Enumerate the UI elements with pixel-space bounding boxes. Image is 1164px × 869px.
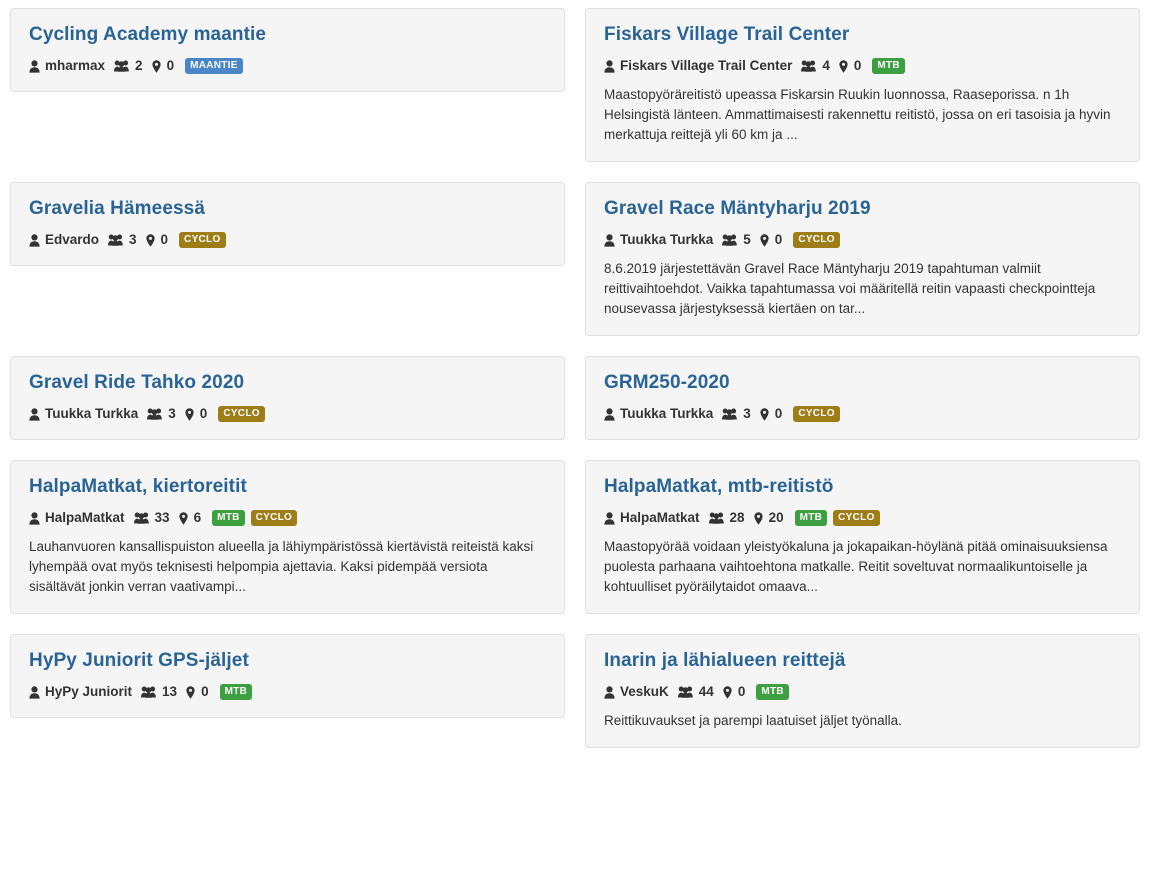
- card-author: HyPy Juniorit: [45, 684, 133, 699]
- map-marker-icon: [723, 686, 732, 699]
- card-meta: [29, 683, 546, 701]
- route-count: 4: [822, 58, 830, 73]
- route-count: 3: [743, 406, 751, 421]
- group-icon: [722, 408, 737, 420]
- route-count-stat: [678, 683, 714, 701]
- place-count: 0: [853, 58, 862, 73]
- map-marker-icon: [146, 234, 155, 247]
- card-badges: [872, 58, 905, 74]
- group-icon: [678, 686, 693, 698]
- badge-mtb: MTB: [795, 510, 828, 526]
- route-count: 13: [162, 684, 178, 699]
- route-count: 2: [135, 58, 143, 73]
- card-author: VeskuK: [620, 684, 669, 699]
- card-description: Maastopyörää voidaan yleistyökaluna ja jokapaikan-höylänä pitää ominaisuuksiensa puolesta parhaana vaihtoehtona matkalle. Reitit soveltuvat normaalikuntoiselle ja kohtuulliset pyöräilytaidot omaava...: [604, 539, 1108, 594]
- card-meta: [29, 509, 546, 527]
- card-meta: [604, 405, 1121, 423]
- route-collection-card[interactable]: [585, 356, 1140, 440]
- place-count-stat: [152, 57, 175, 75]
- card-author: Tuukka Turkka: [620, 232, 714, 247]
- group-icon: [141, 686, 156, 698]
- route-count: 33: [154, 510, 170, 525]
- badge-cyclo: CYCLO: [218, 406, 265, 422]
- card-badges: [185, 58, 243, 74]
- route-count: 5: [743, 232, 751, 247]
- card-title[interactable]: GRM250-2020: [604, 372, 730, 393]
- group-icon: [801, 60, 816, 72]
- route-count: 3: [168, 406, 176, 421]
- group-icon: [147, 408, 162, 420]
- card-author: Edvardo: [45, 232, 100, 247]
- route-count-stat: [141, 683, 177, 701]
- card-author: Tuukka Turkka: [45, 406, 139, 421]
- card-title[interactable]: Gravelia Hämeessä: [29, 198, 205, 219]
- card-author: mharmax: [45, 58, 106, 73]
- badge-mtb: MTB: [212, 510, 245, 526]
- badge-mtb: MTB: [220, 684, 253, 700]
- place-count-stat: [760, 231, 783, 249]
- place-count-stat: [186, 683, 209, 701]
- route-collection-card[interactable]: [585, 460, 1140, 614]
- card-description: Reittikuvaukset ja parempi laatuiset jäljet työnalla.: [604, 713, 902, 728]
- route-count-stat: [722, 231, 751, 249]
- route-count-stat: [801, 57, 830, 75]
- route-collection-card[interactable]: [10, 182, 565, 266]
- card-description: Maastopyöräreitistö upeassa Fiskarsin Ruukin luonnossa, Raaseporissa. n 1h Helsingistä länteen. Ammattimaisesti rakennettu reitistö, jossa on eri tasoisia ja hyvin merkattuja reittejä yli 60 km ja ...: [604, 87, 1111, 142]
- user-icon: [29, 408, 40, 421]
- map-marker-icon: [839, 60, 848, 73]
- card-title[interactable]: Gravel Ride Tahko 2020: [29, 372, 245, 393]
- badge-cyclo: CYCLO: [251, 510, 298, 526]
- map-marker-icon: [185, 408, 194, 421]
- group-icon: [134, 512, 149, 524]
- card-badges: [793, 232, 840, 248]
- user-icon: [29, 60, 40, 73]
- place-count-stat: [185, 405, 208, 423]
- card-badges: [179, 232, 226, 248]
- card-title[interactable]: Inarin ja lähialueen reittejä: [604, 650, 846, 671]
- place-count: 0: [774, 232, 783, 247]
- badge-mtb: MTB: [756, 684, 789, 700]
- map-marker-icon: [760, 408, 769, 421]
- place-count-stat: [723, 683, 746, 701]
- badge-cyclo: CYCLO: [793, 232, 840, 248]
- route-count-stat: [114, 57, 143, 75]
- right-column: [585, 8, 1140, 768]
- user-icon: [29, 686, 40, 699]
- group-icon: [709, 512, 724, 524]
- route-collection-card[interactable]: [10, 460, 565, 614]
- route-count: 44: [698, 684, 714, 699]
- user-icon: [604, 60, 615, 73]
- card-title[interactable]: HyPy Juniorit GPS-jäljet: [29, 650, 249, 671]
- user-icon: [604, 686, 615, 699]
- card-author: Fiskars Village Trail Center: [620, 58, 793, 73]
- place-count: 0: [774, 406, 783, 421]
- place-count: 0: [201, 684, 209, 699]
- card-description: Lauhanvuoren kansallispuiston alueella ja lähiympäristössä kiertävistä reiteistä kaksi lyhempää ovat myös teknisesti helpompia ajettavia. Kaksi pidempää versiota sisältävät jonkin verran vaativampi...: [29, 539, 534, 594]
- badge-cyclo: CYCLO: [833, 510, 880, 526]
- place-count-stat: [146, 231, 169, 249]
- user-icon: [29, 234, 40, 247]
- user-icon: [29, 512, 40, 525]
- route-collection-card[interactable]: [10, 356, 565, 440]
- route-count-stat: [108, 231, 137, 249]
- card-meta: [604, 509, 1121, 527]
- card-badges: [220, 684, 253, 700]
- card-meta: [604, 231, 1121, 249]
- route-count-stat: [134, 509, 170, 527]
- card-title[interactable]: HalpaMatkat, mtb-reitistö: [604, 476, 834, 497]
- card-badges: [795, 510, 880, 526]
- user-icon: [604, 234, 615, 247]
- card-author: Tuukka Turkka: [620, 406, 714, 421]
- user-icon: [604, 512, 615, 525]
- place-count: 0: [199, 406, 208, 421]
- card-author: HalpaMatkat: [45, 510, 125, 525]
- card-badges: [212, 510, 297, 526]
- card-title[interactable]: HalpaMatkat, kiertoreitit: [29, 476, 247, 497]
- route-collection-card[interactable]: [585, 182, 1140, 336]
- place-count: 20: [768, 510, 784, 525]
- card-badges: [756, 684, 789, 700]
- route-count: 28: [729, 510, 745, 525]
- place-count-stat: [179, 509, 202, 527]
- card-title[interactable]: Fiskars Village Trail Center: [604, 24, 850, 45]
- place-count: 6: [193, 510, 202, 525]
- card-badges: [218, 406, 265, 422]
- map-marker-icon: [754, 512, 763, 525]
- card-meta: [29, 57, 546, 75]
- group-icon: [722, 234, 737, 246]
- card-title[interactable]: Cycling Academy maantie: [29, 24, 267, 45]
- place-count: 0: [737, 684, 746, 699]
- badge-cyclo: CYCLO: [179, 232, 226, 248]
- card-title[interactable]: Gravel Race Mäntyharju 2019: [604, 198, 871, 219]
- card-badges: [793, 406, 840, 422]
- place-count-stat: [754, 509, 784, 527]
- place-count-stat: [760, 405, 783, 423]
- place-count-stat: [839, 57, 862, 75]
- route-count: 3: [129, 232, 137, 247]
- badge-maantie: MAANTIE: [185, 58, 243, 74]
- card-meta: [604, 683, 1121, 701]
- map-marker-icon: [760, 234, 769, 247]
- card-description: 8.6.2019 järjestettävän Gravel Race Mäntyharju 2019 tapahtuman valmiit reittivaihtoehdot. Vaikka tapahtumassa voi määritellä reitin vapaasti checkpointteja nousevassa järjestyksessä kiertäen on tar...: [604, 261, 1096, 316]
- group-icon: [114, 60, 129, 72]
- route-count-stat: [147, 405, 176, 423]
- card-meta: [29, 231, 546, 249]
- map-marker-icon: [152, 60, 161, 73]
- card-meta: [29, 405, 546, 423]
- route-collection-card[interactable]: [585, 634, 1140, 748]
- badge-cyclo: CYCLO: [793, 406, 840, 422]
- badge-mtb: MTB: [872, 58, 905, 74]
- place-count: 0: [160, 232, 169, 247]
- place-count: 0: [166, 58, 175, 73]
- route-count-stat: [709, 509, 745, 527]
- route-collection-card[interactable]: [10, 8, 565, 92]
- map-marker-icon: [186, 686, 195, 699]
- user-icon: [604, 408, 615, 421]
- route-collection-card[interactable]: [585, 8, 1140, 162]
- card-meta: [604, 57, 1121, 75]
- card-author: HalpaMatkat: [620, 510, 700, 525]
- map-marker-icon: [179, 512, 188, 525]
- route-count-stat: [722, 405, 751, 423]
- group-icon: [108, 234, 123, 246]
- left-column: [10, 8, 565, 768]
- route-collection-card[interactable]: [10, 634, 565, 718]
